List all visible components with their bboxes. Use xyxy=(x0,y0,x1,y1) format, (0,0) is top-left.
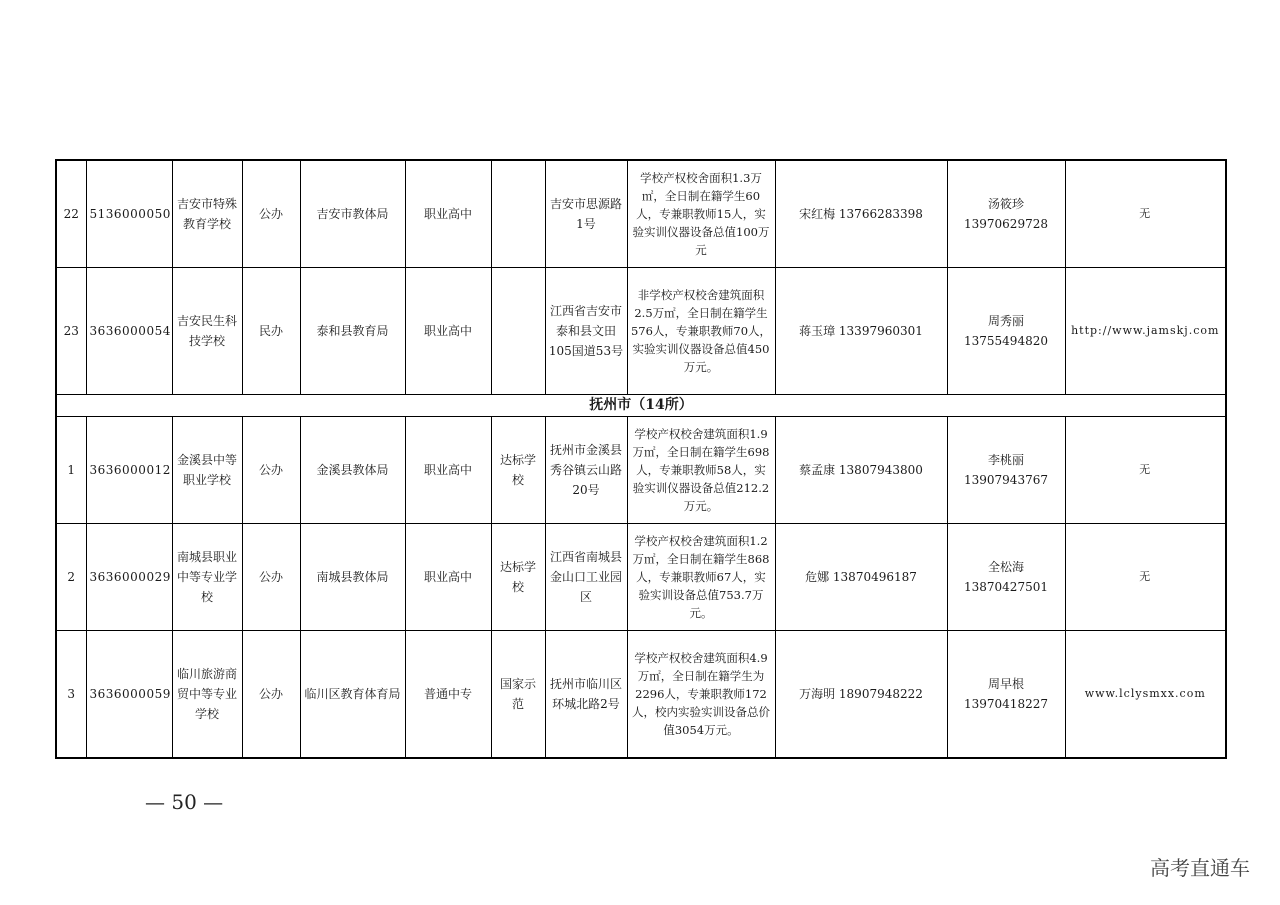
school-name-cell: 临川旅游商贸中等专业学校 xyxy=(172,631,242,759)
school-level-cell: 职业高中 xyxy=(405,268,491,395)
school-name-cell: 吉安市特殊教育学校 xyxy=(172,160,242,268)
principal-contact-cell: 万海明 18907948222 xyxy=(775,631,947,759)
facilities-cell: 学校产权校舍建筑面积1.9万㎡，全日制在籍学生698人，专兼职教师58人，实验实训仪器设备总值212.2万元。 xyxy=(627,417,775,524)
address-cell: 江西省吉安市泰和县文田105国道53号 xyxy=(545,268,627,395)
school-type-cell: 公办 xyxy=(242,160,300,268)
watermark-text: 高考直通车 xyxy=(1150,856,1250,880)
website-cell: http://www.jamskj.com xyxy=(1065,268,1226,395)
principal-contact-cell: 蔡孟康 13807943800 xyxy=(775,417,947,524)
row-number-cell: 1 xyxy=(56,417,86,524)
principal-contact-cell: 蒋玉璋 13397960301 xyxy=(775,268,947,395)
row-number-cell: 23 xyxy=(56,268,86,395)
address-cell: 江西省南城县金山口工业园区 xyxy=(545,524,627,631)
contact-person-cell: 全松海 13870427501 xyxy=(947,524,1065,631)
school-code-cell: 3636000029 xyxy=(86,524,172,631)
contact-person-cell: 汤筱珍 13970629728 xyxy=(947,160,1065,268)
address-cell: 吉安市思源路1号 xyxy=(545,160,627,268)
school-name-cell: 金溪县中等职业学校 xyxy=(172,417,242,524)
authority-cell: 南城县教体局 xyxy=(300,524,405,631)
table-body-before xyxy=(56,160,1226,395)
school-code-cell: 3636000059 xyxy=(86,631,172,759)
principal-contact-cell: 宋红梅 13766283398 xyxy=(775,160,947,268)
school-code-cell: 5136000050 xyxy=(86,160,172,268)
table-row xyxy=(56,268,1226,395)
row-number-cell: 22 xyxy=(56,160,86,268)
school-level-cell: 职业高中 xyxy=(405,160,491,268)
school-name-cell: 南城县职业中等专业学校 xyxy=(172,524,242,631)
status-cell xyxy=(491,268,545,395)
school-code-cell: 3636000054 xyxy=(86,268,172,395)
authority-cell: 金溪县教体局 xyxy=(300,417,405,524)
table-row xyxy=(56,160,1226,268)
address-cell: 抚州市金溪县秀谷镇云山路20号 xyxy=(545,417,627,524)
website-cell: 无 xyxy=(1065,417,1226,524)
page-number: — 50 — xyxy=(145,790,224,814)
website-cell: 无 xyxy=(1065,524,1226,631)
facilities-cell: 学校产权校舍面积1.3万㎡，全日制在籍学生60人，专兼职教师15人，实验实训仪器设备总值100万元 xyxy=(627,160,775,268)
table-row xyxy=(56,524,1226,631)
status-cell xyxy=(491,160,545,268)
school-code-cell: 3636000012 xyxy=(86,417,172,524)
school-type-cell: 公办 xyxy=(242,417,300,524)
authority-cell: 临川区教育体育局 xyxy=(300,631,405,759)
status-cell: 达标学校 xyxy=(491,524,545,631)
authority-cell: 吉安市教体局 xyxy=(300,160,405,268)
school-type-cell: 民办 xyxy=(242,268,300,395)
principal-contact-cell: 危娜 13870496187 xyxy=(775,524,947,631)
table-row xyxy=(56,631,1226,759)
table-row xyxy=(56,417,1226,524)
address-cell: 抚州市临川区环城北路2号 xyxy=(545,631,627,759)
contact-person-cell: 周秀丽 13755494820 xyxy=(947,268,1065,395)
contact-person-cell: 周早根 13970418227 xyxy=(947,631,1065,759)
school-level-cell: 普通中专 xyxy=(405,631,491,759)
row-number-cell: 3 xyxy=(56,631,86,759)
schools-table xyxy=(55,159,1227,759)
school-type-cell: 公办 xyxy=(242,524,300,631)
section-header: 抚州市（14所） xyxy=(56,395,1226,417)
website-cell: www.lclysmxx.com xyxy=(1065,631,1226,759)
status-cell: 国家示范 xyxy=(491,631,545,759)
authority-cell: 泰和县教育局 xyxy=(300,268,405,395)
school-level-cell: 职业高中 xyxy=(405,417,491,524)
section-header-row xyxy=(56,395,1226,417)
contact-person-cell: 李桃丽 13907943767 xyxy=(947,417,1065,524)
school-name-cell: 吉安民生科技学校 xyxy=(172,268,242,395)
facilities-cell: 学校产权校舍建筑面积1.2万㎡，全日制在籍学生868人，专兼职教师67人，实验实训设备总值753.7万元。 xyxy=(627,524,775,631)
city-section xyxy=(56,395,1226,417)
facilities-cell: 学校产权校舍建筑面积4.9万㎡，全日制在籍学生为2296人，专兼职教师172人，校内实验实训设备总价值3054万元。 xyxy=(627,631,775,759)
row-number-cell: 2 xyxy=(56,524,86,631)
table-body-after xyxy=(56,417,1226,759)
facilities-cell: 非学校产权校舍建筑面积2.5万㎡，全日制在籍学生576人，专兼职教师70人，实验实训仪器设备总值450万元。 xyxy=(627,268,775,395)
school-level-cell: 职业高中 xyxy=(405,524,491,631)
status-cell: 达标学校 xyxy=(491,417,545,524)
website-cell: 无 xyxy=(1065,160,1226,268)
school-type-cell: 公办 xyxy=(242,631,300,759)
